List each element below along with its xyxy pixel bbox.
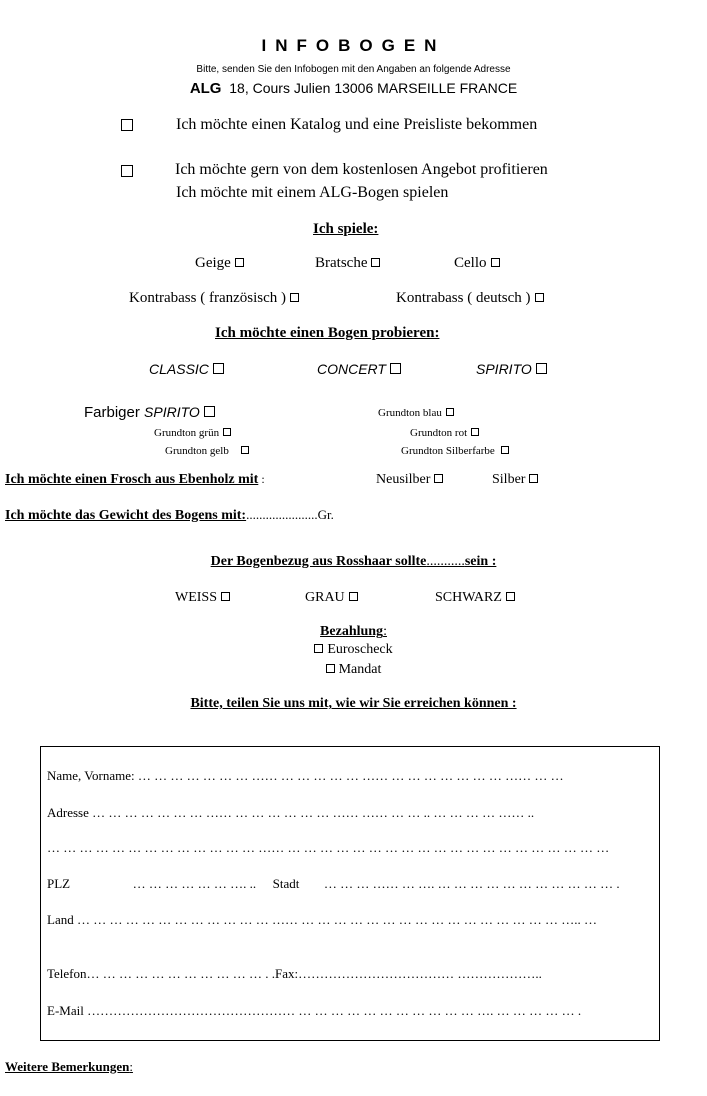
concert-checkbox[interactable]: [390, 363, 401, 374]
spirito-checkbox[interactable]: [536, 363, 547, 374]
color-blau[interactable]: [378, 407, 454, 419]
payment-euroscheck[interactable]: [0, 642, 707, 658]
bezug-label-post: sein :: [464, 554, 497, 569]
contact-heading: Bitte, teilen Sie uns mit, wie wir Sie erreichen können :: [190, 696, 517, 711]
frosch-neusilber[interactable]: [376, 472, 443, 488]
payment-heading-row: [0, 624, 707, 640]
frosch-label: Ich möchte einen Frosch aus Ebenholz mit: [5, 472, 259, 487]
spirito-label: SPIRITO: [476, 361, 532, 377]
euroscheck-checkbox[interactable]: [314, 644, 323, 653]
geige-label: Geige: [195, 255, 231, 271]
kontrabass-fr-label: Kontrabass ( französisch ): [129, 290, 287, 306]
adresse-field-2[interactable]: … … … … … … … … … … … … … …… … … … … … … … … … … … … … … … … … … … …: [47, 840, 610, 855]
color-gelb[interactable]: [165, 445, 249, 457]
euroscheck-label: Euroscheck: [327, 642, 393, 657]
farbiger-spirito-label: SPIRITO: [144, 404, 200, 420]
gruen-checkbox[interactable]: [223, 428, 231, 436]
free-offer-checkbox[interactable]: [121, 165, 133, 177]
schwarz-label: SCHWARZ: [435, 590, 502, 605]
instrument-cello[interactable]: [454, 255, 500, 272]
email-field[interactable]: E-Mail ………………………………………… … … … … … … … … … … … …. … … … … … .: [47, 1003, 582, 1018]
gelb-checkbox[interactable]: [241, 446, 249, 454]
grau-label: GRAU: [305, 590, 345, 605]
cello-checkbox[interactable]: [491, 258, 500, 267]
free-offer-label: Ich möchte gern von dem kostenlosen Angebot profitieren: [175, 161, 548, 178]
plz-field[interactable]: … … … … … … …. ..: [132, 876, 257, 891]
bezug-label-pre: Der Bogenbezug aus Rosshaar sollte: [210, 554, 427, 569]
farbiger-label: Farbiger: [84, 404, 140, 421]
remarks-row: [5, 1059, 133, 1075]
payment-heading: Bezahlung: [320, 624, 384, 639]
frosch-colon: :: [258, 472, 265, 486]
color-gruen[interactable]: [154, 427, 231, 439]
gruen-label: Grundton grün: [154, 427, 220, 439]
gewicht-input[interactable]: ......................Gr.: [246, 507, 334, 522]
gewicht-row: [5, 507, 334, 524]
catalog-checkbox[interactable]: [121, 119, 133, 131]
weiss-checkbox[interactable]: [221, 592, 230, 601]
schwarz-checkbox[interactable]: [506, 592, 515, 601]
silber-label: Silber: [492, 472, 526, 487]
mandat-checkbox[interactable]: [326, 664, 335, 673]
blau-checkbox[interactable]: [446, 408, 454, 416]
gelb-label: Grundton gelb: [165, 445, 229, 457]
rot-checkbox[interactable]: [471, 428, 479, 436]
silberfarbe-label: Grundton Silberfarbe: [401, 445, 495, 457]
instrument-kontrabass-de[interactable]: [396, 290, 544, 307]
gewicht-label: Ich möchte das Gewicht des Bogens mit:: [5, 508, 247, 523]
bezug-grau[interactable]: [305, 590, 358, 606]
stadt-field[interactable]: … … … …… … …. … … … … … … … … … … … .: [323, 876, 620, 891]
concert-label: CONCERT: [317, 361, 386, 377]
instruments-heading: Ich spiele:: [313, 221, 379, 237]
cello-label: Cello: [454, 255, 487, 271]
blau-label: Grundton blau: [378, 407, 442, 419]
bow-classic[interactable]: [149, 361, 224, 377]
brand-label: ALG: [189, 80, 222, 97]
mandat-label: Mandat: [338, 662, 382, 677]
payment-colon: :: [383, 624, 387, 639]
name-field[interactable]: Name, Vorname: … … … … … … … …… … … … … … …… … … … … … … … …… … …: [47, 768, 564, 783]
bezug-weiss[interactable]: [175, 590, 230, 606]
telefon-fax-field[interactable]: Telefon… … … … … … … … … … … . .Fax:……………………………… ………………..: [47, 966, 542, 981]
rot-label: Grundton rot: [410, 427, 468, 439]
classic-label: CLASSIC: [149, 361, 209, 377]
instrument-bratsche[interactable]: [315, 255, 380, 272]
grau-checkbox[interactable]: [349, 592, 358, 601]
instrument-kontrabass-fr[interactable]: [129, 290, 299, 307]
bratsche-checkbox[interactable]: [371, 258, 380, 267]
address-line: [0, 80, 707, 97]
color-silberfarbe[interactable]: [401, 445, 509, 457]
bratsche-label: Bratsche: [315, 255, 368, 271]
payment-mandat[interactable]: [0, 662, 707, 678]
land-field[interactable]: Land … … … … … … … … … … … … …… … … … … … … … … … … … … … … … … ….. …: [47, 912, 597, 927]
bezug-input[interactable]: ...........: [426, 554, 465, 569]
free-offer-label-2: Ich möchte mit einem ALG-Bogen spielen: [176, 184, 449, 201]
page-title: INFOBOGEN: [261, 36, 446, 55]
bezug-schwarz[interactable]: [435, 590, 515, 606]
page-subtitle: Bitte, senden Sie den Infobogen mit den Angaben an folgende Adresse: [196, 64, 511, 75]
frosch-row: [5, 472, 265, 488]
kontrabass-de-label: Kontrabass ( deutsch ): [396, 290, 531, 306]
remarks-label: Weitere Bemerkungen: [5, 1059, 130, 1074]
address-text: 18, Cours Julien 13006 MARSEILLE FRANCE: [229, 80, 518, 96]
bow-farbiger-spirito[interactable]: [84, 404, 215, 421]
frosch-silber[interactable]: [492, 472, 538, 488]
plz-row: [47, 876, 620, 892]
adresse-field[interactable]: Adresse … … … … … … … …… … … … … … … …… …… … … .. … … … … …… ..: [47, 805, 535, 820]
kontrabass-de-checkbox[interactable]: [535, 293, 544, 302]
bow-spirito[interactable]: [476, 361, 547, 377]
contact-box: [40, 746, 660, 1041]
bow-concert[interactable]: [317, 361, 401, 377]
silber-checkbox[interactable]: [529, 474, 538, 483]
plz-label: PLZ: [47, 876, 71, 891]
catalog-option-label: Ich möchte einen Katalog und eine Preisliste bekommen: [176, 116, 538, 133]
silberfarbe-checkbox[interactable]: [501, 446, 509, 454]
kontrabass-fr-checkbox[interactable]: [290, 293, 299, 302]
bows-heading: Ich möchte einen Bogen probieren:: [215, 325, 440, 341]
weiss-label: WEISS: [175, 590, 217, 605]
remarks-colon: :: [129, 1059, 133, 1074]
geige-checkbox[interactable]: [235, 258, 244, 267]
neusilber-checkbox[interactable]: [434, 474, 443, 483]
color-rot[interactable]: [410, 427, 479, 439]
farbiger-spirito-checkbox[interactable]: [204, 406, 215, 417]
instrument-geige[interactable]: [195, 255, 244, 272]
stadt-label: Stadt: [272, 876, 300, 891]
classic-checkbox[interactable]: [213, 363, 224, 374]
bezug-heading: [0, 554, 707, 570]
neusilber-label: Neusilber: [376, 472, 431, 487]
